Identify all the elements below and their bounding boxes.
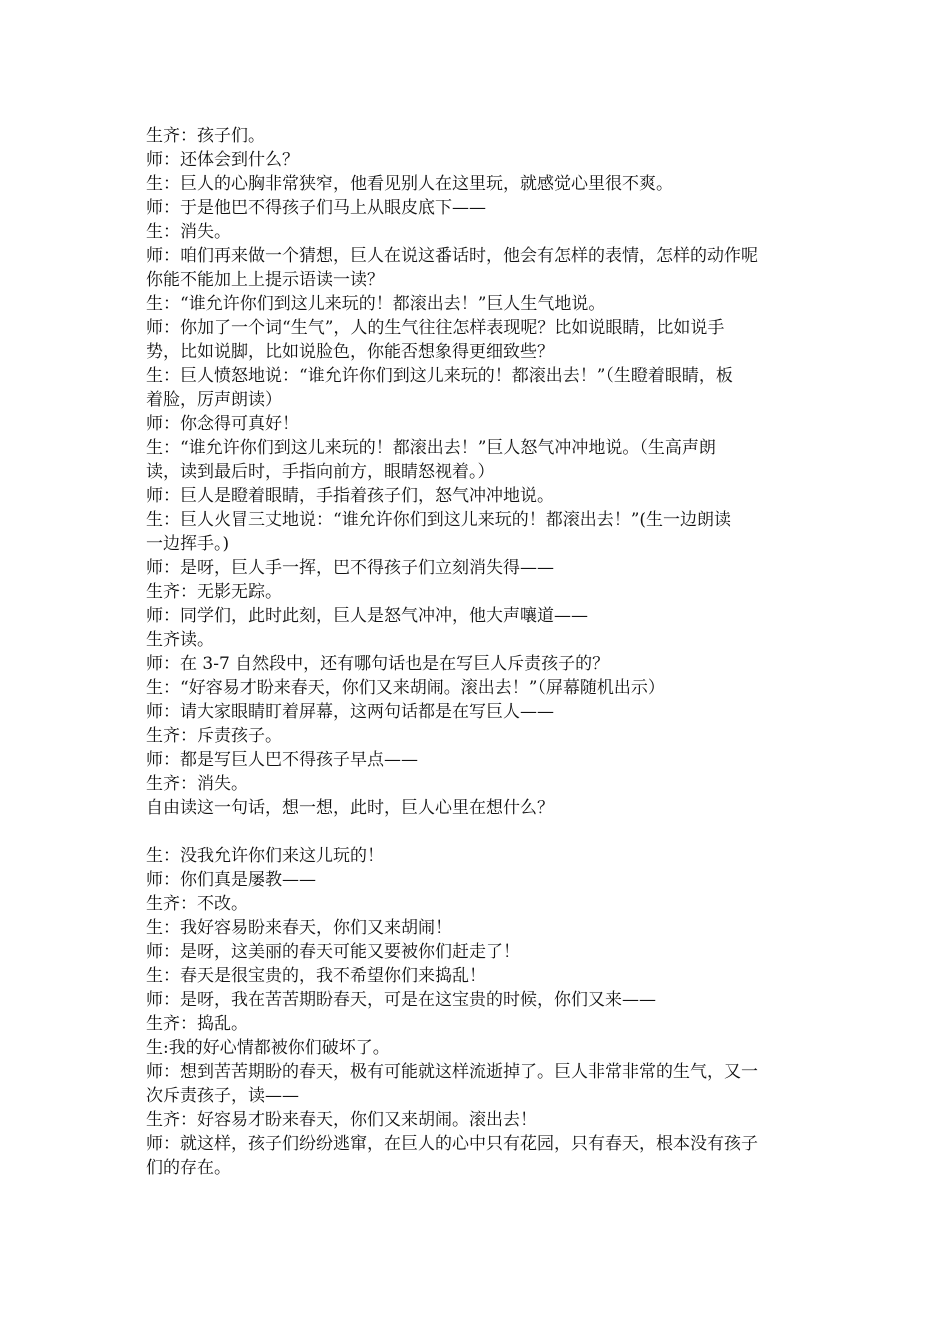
text-line: 一边挥手。) bbox=[146, 534, 230, 554]
text-line: 师：你念得可真好！ bbox=[146, 414, 299, 434]
text-line: 师：请大家眼睛盯着屏幕，这两句话都是在写巨人—— bbox=[146, 702, 554, 722]
text-line: 生：春天是很宝贵的，我不希望你们来捣乱！ bbox=[146, 966, 486, 986]
text-line: 生：巨人愤怒地说：“谁允许你们到这儿来玩的！都滚出去！”（生瞪着眼睛，板 bbox=[146, 366, 733, 386]
text-line: 师：是呀，这美丽的春天可能又要被你们赶走了！ bbox=[146, 942, 520, 962]
text-line: 生齐读。 bbox=[146, 630, 214, 650]
text-line: 生齐：捣乱。 bbox=[146, 1014, 248, 1034]
text-line: 生:我的好心情都被你们破坏了。 bbox=[146, 1038, 390, 1058]
text-line: 生齐：消失。 bbox=[146, 774, 248, 794]
text-line: 生齐：无影无踪。 bbox=[146, 582, 282, 602]
text-line: 生：“谁允许你们到这儿来玩的！都滚出去！”巨人生气地说。 bbox=[146, 294, 606, 314]
text-line: 自由读这一句话，想一想，此时，巨人心里在想什么？ bbox=[146, 798, 554, 818]
blank-line bbox=[146, 820, 814, 844]
text-line: 师：巨人是瞪着眼睛，手指着孩子们，怒气冲冲地说。 bbox=[146, 486, 554, 506]
text-line: 师：都是写巨人巴不得孩子早点—— bbox=[146, 750, 418, 770]
text-line: 生：“好容易才盼来春天，你们又来胡闹。滚出去！”（屏幕随机出示） bbox=[146, 678, 665, 698]
text-line: 师：你加了一个词“生气”，人的生气往往怎样表现呢？比如说眼睛，比如说手 bbox=[146, 318, 725, 338]
text-line: 师：就这样，孩子们纷纷逃窜，在巨人的心中只有花园，只有春天，根本没有孩子 bbox=[146, 1134, 758, 1154]
text-line: 生齐：斥责孩子。 bbox=[146, 726, 282, 746]
text-line: 生：巨人的心胸非常狭窄，他看见别人在这里玩，就感觉心里很不爽。 bbox=[146, 174, 673, 194]
text-line: 生齐：孩子们。 bbox=[146, 126, 265, 146]
text-line: 们的存在。 bbox=[146, 1158, 231, 1178]
text-line: 师：于是他巴不得孩子们马上从眼皮底下—— bbox=[146, 198, 486, 218]
text-line: 生：“谁允许你们到这儿来玩的！都滚出去！”巨人怒气冲冲地说。（生高声朗 bbox=[146, 438, 716, 458]
text-line: 生齐：不改。 bbox=[146, 894, 248, 914]
text-line: 师：同学们，此时此刻，巨人是怒气冲冲，他大声嚷道—— bbox=[146, 606, 588, 626]
text-line: 着脸，厉声朗读） bbox=[146, 390, 282, 410]
text-line: 读，读到最后时，手指向前方，眼睛怒视着。） bbox=[146, 462, 495, 482]
document-body bbox=[146, 124, 814, 1180]
text-line: 生齐：好容易才盼来春天，你们又来胡闹。滚出去！ bbox=[146, 1110, 537, 1130]
text-line: 次斥责孩子，读—— bbox=[146, 1086, 299, 1106]
text-line: 势，比如说脚，比如说脸色，你能否想象得更细致些？ bbox=[146, 342, 554, 362]
text-line: 师：是呀，我在苦苦期盼春天，可是在这宝贵的时候，你们又来—— bbox=[146, 990, 656, 1010]
text-line: 师：咱们再来做一个猜想，巨人在说这番话时，他会有怎样的表情，怎样的动作呢 bbox=[146, 246, 758, 266]
text-line: 师：还体会到什么？ bbox=[146, 150, 299, 170]
text-line: 师：你们真是屡教—— bbox=[146, 870, 316, 890]
text-line: 生：我好容易盼来春天，你们又来胡闹！ bbox=[146, 918, 452, 938]
text-line: 生：没我允许你们来这儿玩的！ bbox=[146, 846, 384, 866]
text-line: 师：在 3-7 自然段中，还有哪句话也是在写巨人斥责孩子的？ bbox=[146, 654, 610, 674]
text-line: 生：巨人火冒三丈地说：“谁允许你们到这儿来玩的！都滚出去！”(生一边朗读 bbox=[146, 510, 732, 530]
text-line: 生：消失。 bbox=[146, 222, 231, 242]
text-line: 师：是呀，巨人手一挥，巴不得孩子们立刻消失得—— bbox=[146, 558, 554, 578]
text-line: 你能不能加上上提示语读一读？ bbox=[146, 270, 384, 290]
text-line: 师：想到苦苦期盼的春天，极有可能就这样流逝掉了。巨人非常非常的生气，又一 bbox=[146, 1062, 758, 1082]
